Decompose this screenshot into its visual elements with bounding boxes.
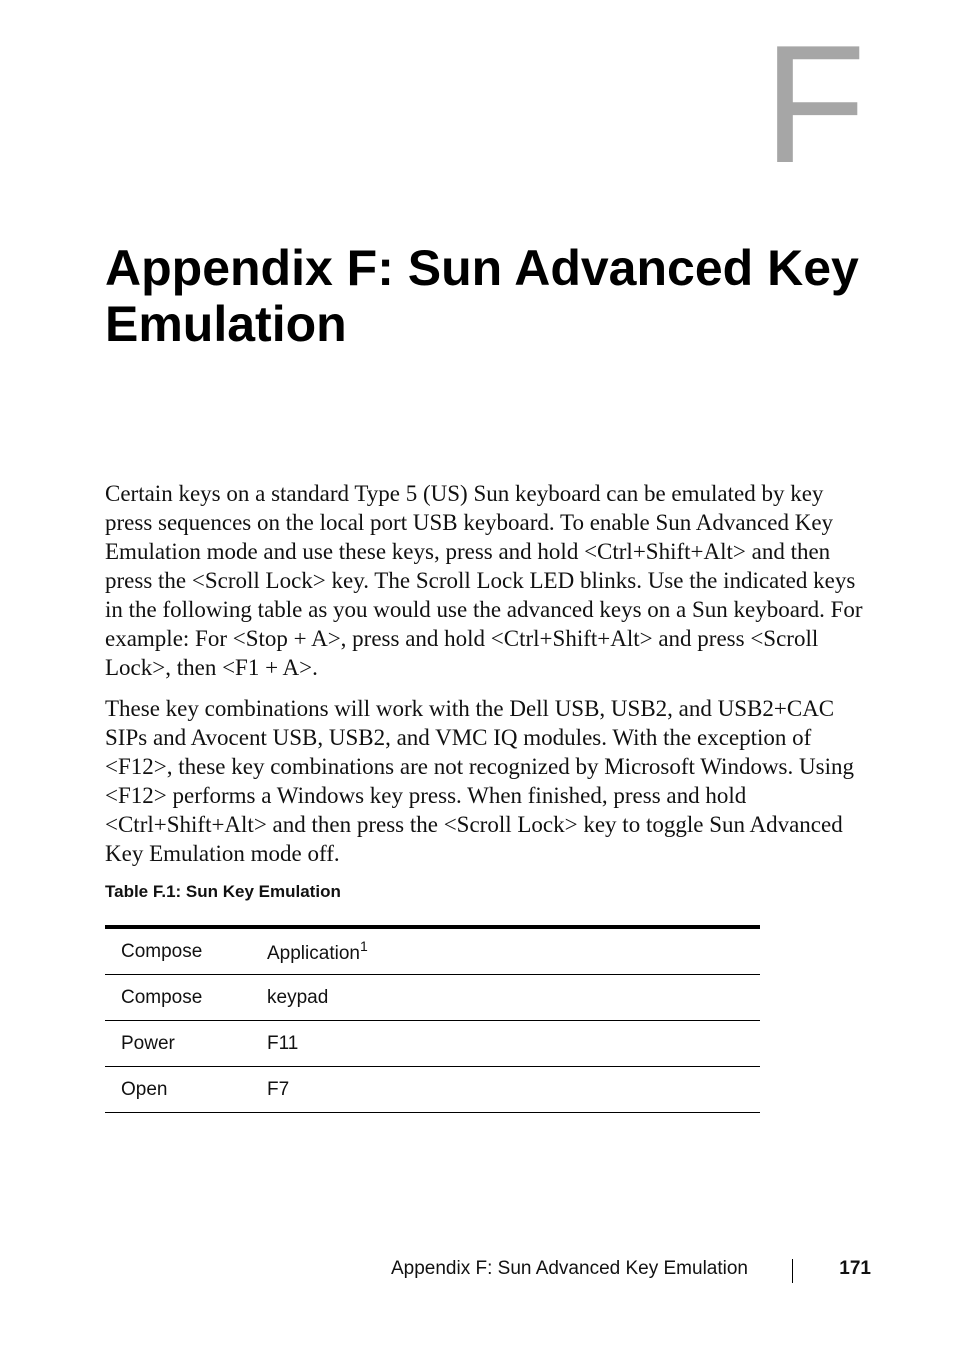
emulation-text: Application (267, 943, 360, 964)
table-row (105, 975, 760, 1021)
sun-key-cell: Power (105, 1021, 267, 1067)
emulation-cell: F7 (267, 1067, 760, 1113)
table-caption: Table F.1: Sun Key Emulation (105, 882, 341, 901)
table-row (105, 1021, 760, 1067)
body-paragraph-2: These key combinations will work with the Dell USB, USB2, and USB2+CAC SIPs and Avocent USB, USB2, and VMC IQ modules. With the exception of <F12>, these key combinations are not recognized by Microsoft Windows. Using <F12> performs a Windows key press. When finished, press and hold <Ctrl+Shift+Alt> and then press the <Scroll Lock> key to toggle Sun Advanced Key Emulation mode off. (105, 696, 854, 866)
table-row (105, 927, 760, 975)
footer-title: Appendix F: Sun Advanced Key Emulation (390, 1258, 748, 1279)
emulation-cell: keypad (267, 975, 760, 1021)
page-number: 171 (839, 1258, 871, 1279)
footer-divider (792, 1259, 793, 1283)
table-row (105, 1067, 760, 1113)
chapter-letter: F (763, 10, 866, 198)
footnote-marker: 1 (359, 938, 368, 954)
body-paragraph-1: Certain keys on a standard Type 5 (US) Sun keyboard can be emulated by key press sequences on the local port USB keyboard. To enable Sun Advanced Key Emulation mode and use these keys, press and hold <Ctrl+Shift+Alt> and then press the <Scroll Lock> key. The Scroll Lock LED blinks. Use the indicated keys in the following table as you would use the advanced keys on a Sun keyboard. For example: For <Stop + A>, press and hold <Ctrl+Shift+Alt> and press <Scroll Lock>, then <F1 + A>. (105, 481, 863, 680)
sun-key-cell: Open (105, 1067, 267, 1113)
sun-key-cell: Compose (105, 975, 267, 1021)
sun-key-cell: Compose (105, 927, 267, 975)
sun-key-emulation-table (105, 925, 760, 1113)
emulation-cell (267, 927, 760, 975)
emulation-cell: F11 (267, 1021, 760, 1067)
page-title: Appendix F: Sun Advanced Key Emulation (105, 240, 859, 352)
